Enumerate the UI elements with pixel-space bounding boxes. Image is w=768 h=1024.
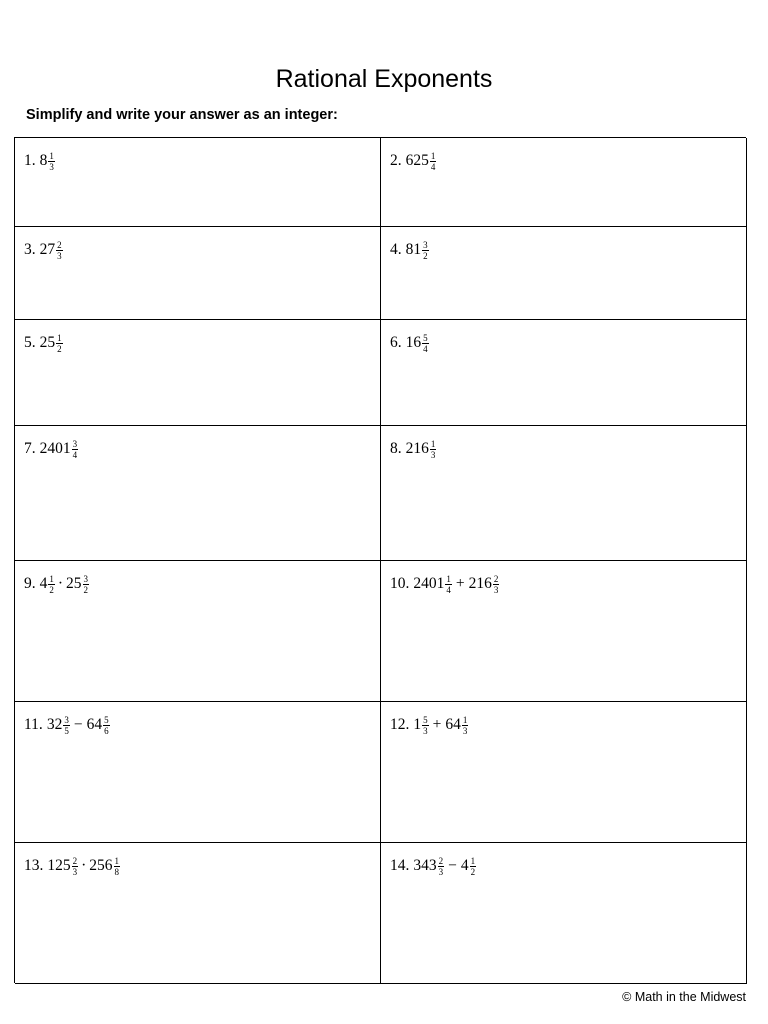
problem-9 [24,573,89,595]
exponent-numerator: 3 [83,574,89,584]
problem-1 [24,150,55,172]
problem-cell-10[interactable] [381,561,747,702]
problem-grid [14,137,746,983]
copyright-footer: © Math in the Midwest [622,990,746,1004]
base: 4 [39,575,48,592]
problem-cell-12[interactable] [381,702,747,843]
problem-6 [390,332,429,354]
exponent-denominator: 3 [423,726,428,736]
problem-cell-9[interactable] [15,561,381,702]
problem-number: 14. [390,857,410,874]
exponent-numerator: 2 [72,856,78,866]
exponent-numerator: 1 [49,574,54,584]
problem-number: 7. [24,440,36,457]
exponent-fraction [72,439,79,460]
exponent-denominator: 8 [114,867,120,877]
base: 216 [468,575,492,592]
problem-7 [24,438,78,460]
exponent-denominator: 2 [57,344,62,354]
exponent-denominator: 2 [49,585,54,595]
problem-2 [390,150,436,172]
problem-number: 11. [24,716,43,733]
problem-11 [24,714,110,736]
exponent-fraction [445,574,452,595]
problem-cell-11[interactable] [15,702,381,843]
base: 81 [405,241,422,258]
exponent-numerator: 1 [430,439,436,449]
problem-13 [24,855,120,877]
exponent-numerator: 1 [430,151,436,161]
problem-number: 1. [24,152,36,169]
exponent-denominator: 3 [72,867,78,877]
base: 8 [39,152,48,169]
exponent-fraction [470,856,477,877]
problem-number: 3. [24,241,36,258]
exponent-numerator: 5 [423,333,428,343]
exponent-denominator: 2 [470,867,476,877]
exponent-denominator: 5 [64,726,69,736]
exponent-fraction [56,333,63,354]
problem-cell-1[interactable] [15,138,381,227]
exponent-fraction [422,333,429,354]
exponent-numerator: 1 [57,333,62,343]
problem-14 [390,855,476,877]
exponent-denominator: 3 [493,585,499,595]
base: 4 [460,857,469,874]
operator: · [57,575,64,592]
exponent-fraction [430,151,437,172]
exponent-numerator: 1 [470,856,476,866]
exponent-numerator: 5 [104,715,109,725]
exponent-denominator: 4 [72,450,78,460]
problem-8 [390,438,436,460]
operator: − [448,857,457,874]
exponent-fraction [430,439,437,460]
exponent-denominator: 3 [57,251,62,261]
exponent-numerator: 1 [446,574,451,584]
exponent-denominator: 3 [462,726,468,736]
problem-number: 10. [390,575,410,592]
exponent-denominator: 4 [446,585,451,595]
operator: − [73,716,83,733]
exponent-numerator: 5 [423,715,428,725]
exponent-fraction [462,715,469,736]
base: 64 [445,716,461,733]
exponent-fraction [114,856,121,877]
problem-cell-2[interactable] [381,138,747,227]
exponent-denominator: 3 [430,450,436,460]
problem-number: 4. [390,241,402,258]
problem-cell-8[interactable] [381,426,747,561]
base: 625 [405,152,429,169]
exponent-fraction [83,574,90,595]
base: 216 [405,440,429,457]
operator: + [455,575,465,592]
base: 1 [413,716,422,733]
base: 32 [46,716,63,733]
problem-cell-3[interactable] [15,227,381,320]
operator: · [81,857,87,874]
exponent-fraction [422,715,429,736]
exponent-numerator: 3 [423,240,428,250]
base: 64 [86,716,103,733]
problem-number: 12. [390,716,410,733]
exponent-denominator: 2 [423,251,428,261]
exponent-denominator: 2 [83,585,89,595]
exponent-denominator: 6 [104,726,109,736]
operator: + [432,716,442,733]
base: 25 [66,575,82,592]
problem-cell-5[interactable] [15,320,381,426]
exponent-numerator: 2 [493,574,499,584]
exponent-fraction [48,574,55,595]
base: 16 [405,334,422,351]
problem-number: 2. [390,152,402,169]
problem-3 [24,239,63,261]
problem-number: 5. [24,334,36,351]
exponent-numerator: 2 [57,240,62,250]
problem-number: 6. [390,334,402,351]
problem-5 [24,332,63,354]
problem-cell-14[interactable] [381,843,747,984]
base: 125 [47,857,71,874]
problem-4 [390,239,429,261]
exponent-fraction [493,574,500,595]
exponent-denominator: 4 [423,344,428,354]
problem-number: 9. [24,575,36,592]
instructions: Simplify and write your answer as an integer: [26,107,338,123]
exponent-numerator: 2 [438,856,444,866]
exponent-fraction [48,151,55,172]
problem-cell-6[interactable] [381,320,747,426]
base: 27 [39,241,56,258]
problem-10 [390,573,499,595]
base: 2401 [39,440,71,457]
exponent-fraction [56,240,63,261]
exponent-numerator: 1 [114,856,120,866]
base: 2401 [413,575,445,592]
worksheet-title: Rational Exponents [275,65,493,93]
problem-12 [390,714,468,736]
base: 343 [413,857,437,874]
exponent-fraction [103,715,110,736]
problem-number: 8. [390,440,402,457]
exponent-fraction [422,240,429,261]
problem-cell-4[interactable] [381,227,747,320]
exponent-numerator: 1 [462,715,468,725]
exponent-denominator: 3 [438,867,444,877]
exponent-numerator: 3 [72,439,78,449]
problem-number: 13. [24,857,44,874]
exponent-numerator: 1 [49,151,54,161]
exponent-denominator: 4 [430,162,436,172]
base: 256 [89,857,113,874]
problem-cell-7[interactable] [15,426,381,561]
exponent-numerator: 3 [64,715,69,725]
problem-cell-13[interactable] [15,843,381,984]
base: 25 [39,334,56,351]
exponent-denominator: 3 [49,162,54,172]
exponent-fraction [63,715,70,736]
